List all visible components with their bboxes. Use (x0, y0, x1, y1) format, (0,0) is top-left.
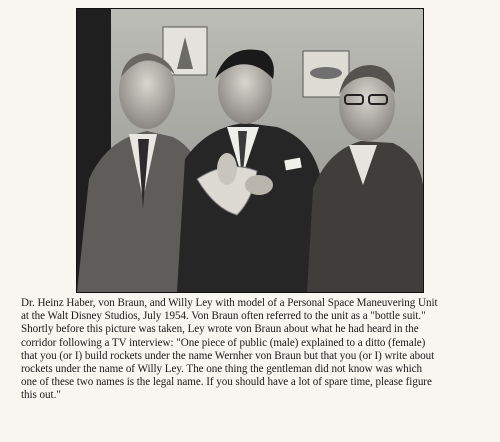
hands (245, 175, 273, 195)
model-figure (217, 153, 237, 185)
caption-line: this out." (21, 389, 61, 402)
caption-line: at the Walt Disney Studios, July 1954. Von Braun often referred to the unit as a "bottle suit." (21, 310, 426, 323)
caption-line: Shortly before this picture was taken, Ley wrote von Braun about what he had heard in the (21, 323, 419, 336)
caption-line: Dr. Heinz Haber, von Braun, and Willy Ley with model of a Personal Space Maneuvering Unit (21, 297, 438, 309)
caption-line: one of these two names is the legal name. If you should have a lot of spare time, please figure (21, 376, 432, 389)
spaceship-sketch (310, 67, 342, 79)
caption-line: corridor following a TV interview: "One piece of public (male) explained to a ditto (female) (21, 336, 426, 349)
photo-illustration (77, 9, 423, 292)
historical-photograph (76, 8, 424, 293)
caption-line: that you (or I) build rockets under the name Wernher von Braun but that you (or I) write about (21, 349, 435, 362)
middle-man-suit (177, 123, 327, 292)
photo-caption (21, 297, 483, 403)
caption-line: rockets under the name of Willy Ley. The one thing the gentleman did not know was which (21, 363, 423, 376)
